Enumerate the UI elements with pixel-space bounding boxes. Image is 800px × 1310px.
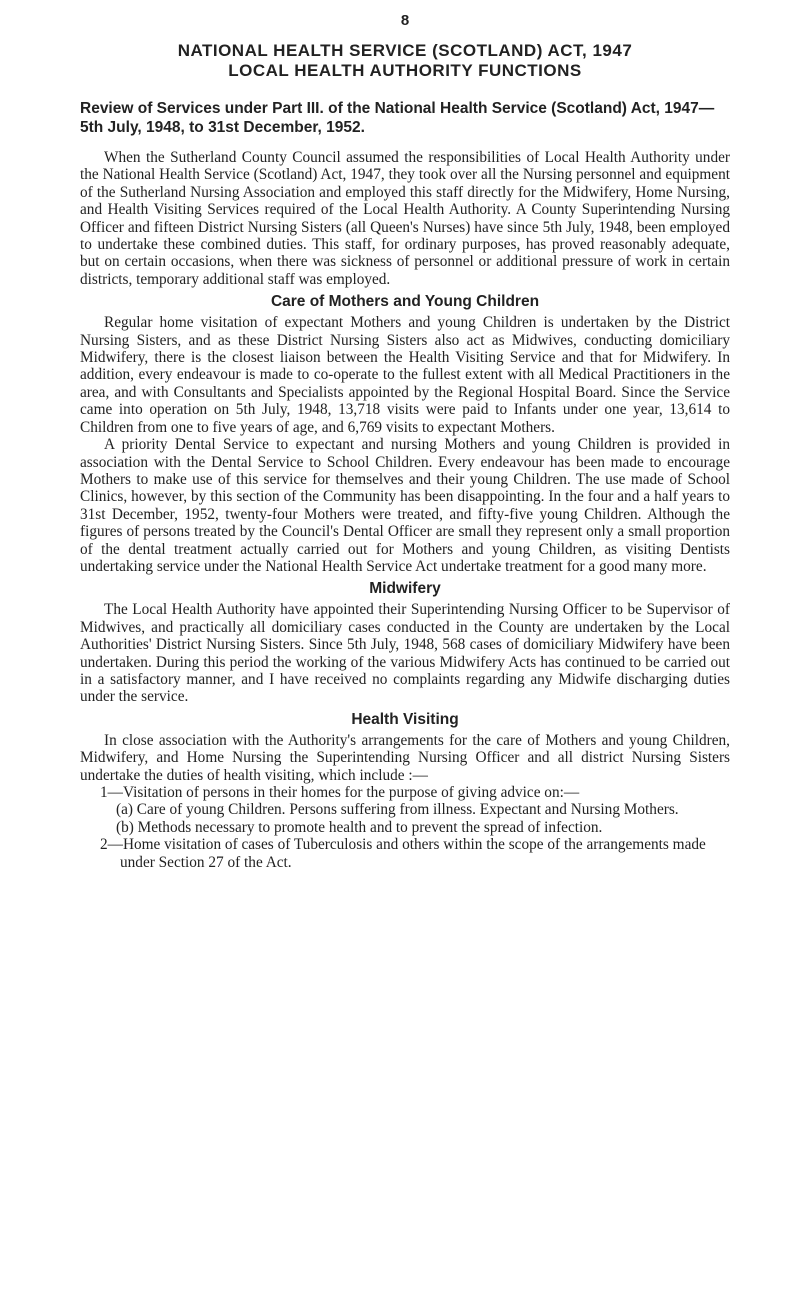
care-heading: Care of Mothers and Young Children <box>270 293 540 311</box>
midwifery-heading: Midwifery <box>369 580 441 598</box>
care-paragraph-1: Regular home visitation of expectant Mothers and young Children is undertaken by the District Nursing Sisters, and as these District Nursing Sisters also act as Midwives, conducting domiciliary Midwifery, there is the closest liaison between the Health Visiting Service and that for Midwifery. In addition, every endeavour is made to co-operate to the fullest extent with all Medical Practitioners in the area, and with Consultants and Specialists appointed by the Regional Hospital Board. Since the Service came into operation on 5th July, 1948, 13,718 visits were paid to Infants under one year, 13,614 to Children from one to five years of age, and 6,769 visits to expectant Mothers. <box>80 314 730 436</box>
list-item: 2—Home visitation of cases of Tuberculosis and others within the scope of the arrangements made under Section 27 of the Act. <box>100 836 706 871</box>
list-subitem: (b) Methods necessary to promote health and to prevent the spread of infection. <box>116 818 603 836</box>
list-item: 1—Visitation of persons in their homes for the purpose of giving advice on:— <box>100 784 580 801</box>
document-subheading: LOCAL HEALTH AUTHORITY FUNCTIONS <box>228 61 582 80</box>
page-number: 8 <box>400 12 410 29</box>
health-visiting-heading: Health Visiting <box>351 710 459 728</box>
care-paragraph-2: A priority Dental Service to expectant and nursing Mothers and young Children is provided in association with the Dental Service to School Children. Every endeavour has been made to encourage Mothers to make use of this service for themselves and their young Children. The use made of School Clinics, however, by this section of the Community has been disappointing. In the four and a half years to 31st December, 1952, twenty-four Mothers were treated, and fifty-five young Children. Although the figures of persons treated by the Council's Dental Officer are small they represent only a small proportion of the dental treatment actually carried out for Mothers and young Children, as visiting Dentists undertaking service under the National Health Service Act undertake treatment for a good many more. <box>80 436 730 575</box>
list-subitem: (a) Care of young Children. Persons suffering from illness. Expectant and Nursing Mothers. <box>116 801 679 819</box>
review-subtitle: Review of Services under Part III. of the National Health Service (Scotland) Act, 1947—5th July, 1948, to 31st December, 1952. <box>80 100 715 136</box>
midwifery-paragraph: The Local Health Authority have appointed their Superintending Nursing Officer to be Supervisor of Midwives, and practically all domiciliary cases conducted in the County are undertaken by the Local Authorities' District Nursing Sisters. Since 5th July, 1948, 568 cases of domiciliary Midwifery have been undertaken. During this period the working of the various Midwifery Acts has continued to be carried out in a satisfactory manner, and I have received no complaints regarding any Midwife discharging duties under the service. <box>80 601 730 706</box>
health-visiting-paragraph: In close association with the Authority's arrangements for the care of Mothers and young Children, Midwifery, and Home Nursing the Superintending Nursing Officer and all district Nursing Sisters undertake the duties of health visiting, which include :— <box>80 731 730 784</box>
document-title: NATIONAL HEALTH SERVICE (SCOTLAND) ACT, 1947 <box>177 41 633 60</box>
intro-paragraph: When the Sutherland County Council assumed the responsibilities of Local Health Authority under the National Health Service (Scotland) Act, 1947, they took over all the Nursing personnel and equipment of the Sutherland Nursing Association and employed this staff directly for the Midwifery, Home Nursing, and Health Visiting Services required of the Local Health Authority. A County Superintending Nursing Officer and fifteen District Nursing Sisters (all Queen's Nurses) have since 5th July, 1948, been employed to undertake these combined duties. This staff, for ordinary purposes, has proved reasonably adequate, but on certain occasions, when there was sickness of personnel or additional pressure of work in certain districts, temporary additional staff was employed. <box>80 149 730 288</box>
